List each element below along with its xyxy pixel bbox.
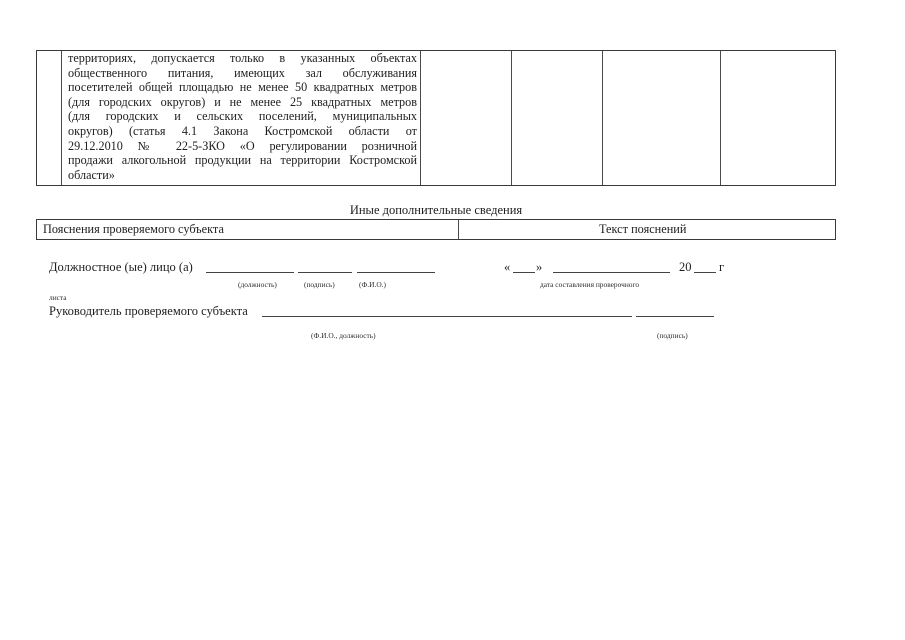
table-column-divider [511,51,512,185]
table-column-divider [720,51,721,185]
requirement-text [68,51,417,182]
requirement-text-line: общественного питания, имеющих зал обслуживания [68,65,417,80]
explanations-left-header: Пояснения проверяемого субъекта [43,222,224,236]
requirement-text-line: области» [68,167,115,182]
head-name-field[interactable] [262,316,632,317]
requirement-text-line: (для городских и сельских поселений, муниципальных [68,109,417,124]
caption-date: дата составления проверочного [540,280,640,289]
requirement-text-line: округов) (статья 4.1 Закона Костромской области от [68,123,417,138]
requirement-text-line: территориях, допускается только в указанных объектах [68,51,417,65]
requirement-text-line: 29.12.2010 № 22-5-ЗКО «О регулировании розничной [68,138,417,153]
date-quote-open: « [504,260,511,274]
explanations-divider [458,220,459,239]
additional-info-title: Иные дополнительные сведения [349,203,523,217]
head-label: Руководитель проверяемого субъекта [49,304,248,318]
date-year-prefix: 20 [679,260,692,274]
name-field[interactable] [357,272,435,273]
caption-head-signature: (подпись) [657,331,688,340]
explanations-right-header: Текст пояснений [599,222,687,236]
signature-field[interactable] [298,272,352,273]
caption-signature: (подпись) [304,280,335,289]
date-day-field[interactable] [513,272,535,273]
table-column-divider [61,51,62,185]
caption-position: (должность) [238,280,277,289]
requirement-text-line: продажи алкогольной продукции на территории Костромской [68,153,417,168]
head-signature-field[interactable] [636,316,714,317]
caption-head-name: (Ф.И.О., должность) [311,331,376,340]
date-quote-close: » [536,260,543,274]
date-month-field[interactable] [553,272,670,273]
table-column-divider [602,51,603,185]
date-year-suffix: г [719,260,725,274]
caption-date-continued: листа [49,293,67,302]
explanations-table [36,219,836,240]
date-year-field[interactable] [694,272,716,273]
table-column-divider [420,51,421,185]
position-field[interactable] [206,272,294,273]
official-label: Должностное (ые) лицо (а) [49,260,193,274]
caption-name: (Ф.И.О.) [359,280,386,289]
requirement-text-line: посетителей общей площадью не менее 50 квадратных метров [68,80,417,95]
requirement-text-line: (для городских округов) и не менее 25 квадратных метров [68,94,417,109]
